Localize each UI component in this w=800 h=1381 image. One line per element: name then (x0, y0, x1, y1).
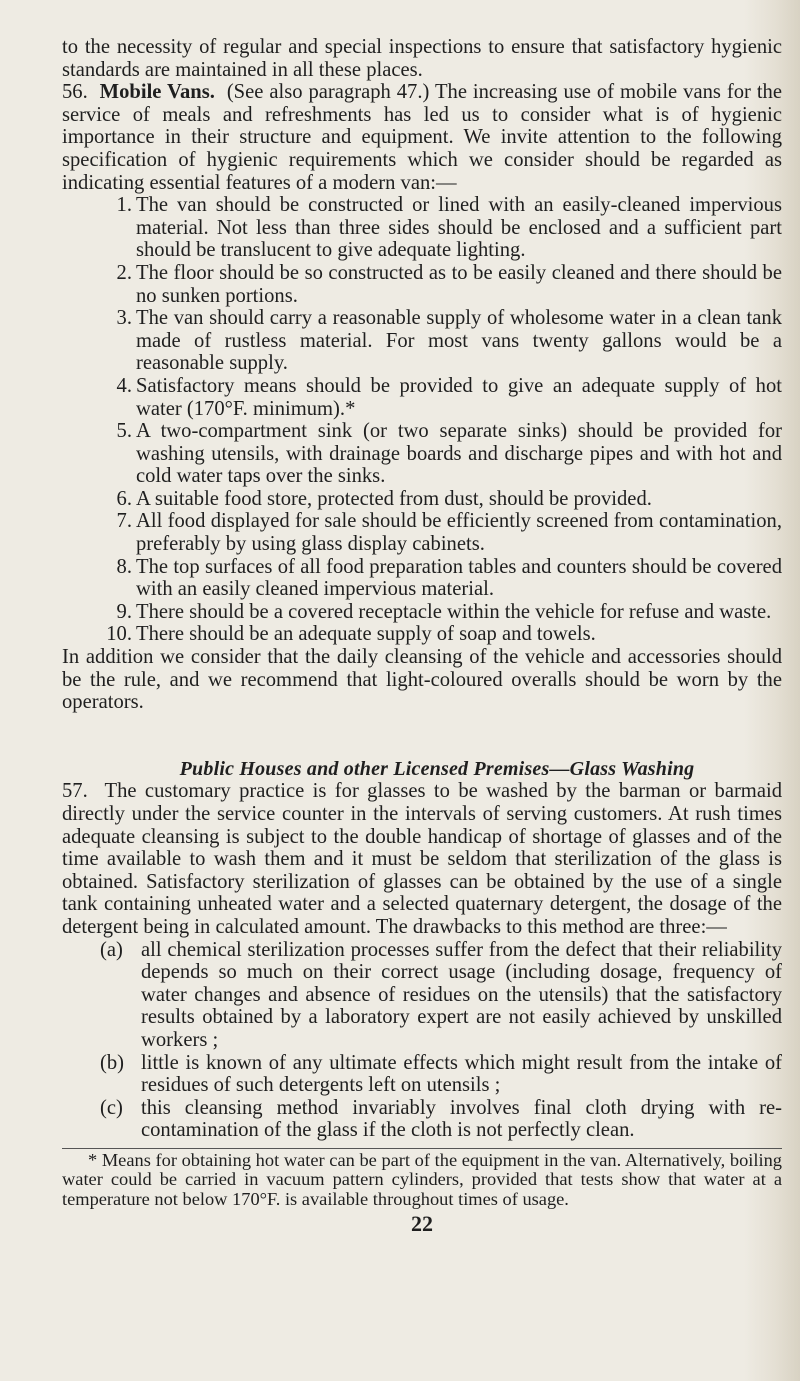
van-requirements-list (62, 194, 782, 646)
section-57-number: 57. (62, 780, 88, 803)
intro-paragraph: to the necessity of regular and special inspections to ensure that satisfactory hygienic standards are maintained in all these places. (62, 36, 782, 81)
list-item (100, 1051, 782, 1097)
list-item (99, 556, 782, 601)
item-letter: (b) (100, 1051, 125, 1074)
item-text: Satisfactory means should be provided to give an adequate supply of hot water (170°F. minimum).* (136, 374, 782, 420)
item-text: The van should carry a reasonable supply of wholesome water in a clean tank made of rustless material. For most vans twenty gallons would be a reasonable supply. (136, 307, 782, 375)
item-text: There should be a covered receptacle within the vehicle for refuse and waste. (136, 600, 772, 623)
footnote (62, 1151, 782, 1210)
list-item (99, 510, 782, 555)
list-item (99, 623, 782, 646)
item-text: All food displayed for sale should be efficiently screened from contamination, preferably by using glass display cabinets. (136, 510, 782, 556)
section-56-number: 56. (62, 81, 88, 104)
item-text: The van should be constructed or lined with an easily-cleaned impervious material. Not less than three sides should be enclosed and a sufficient part should be translucent to give adequate lighting. (136, 194, 782, 262)
item-letter: (c) (100, 1096, 123, 1119)
item-text: all chemical sterilization processes suffer from the defect that their reliability depends so much on their correct usage (including dosage, frequency of water changes and absence of residues on the utensils) that the satisfactory results obtained by a laboratory expert are not easily achieved by unskilled workers ; (141, 938, 782, 1051)
item-number: 10. (106, 623, 132, 646)
item-letter: (a) (100, 938, 123, 961)
list-item (99, 262, 782, 307)
drawbacks-list (62, 939, 782, 1142)
list-item (99, 488, 782, 511)
list-item (99, 601, 782, 624)
item-number: 8. (116, 555, 132, 578)
list-item (99, 307, 782, 375)
footnote-divider (62, 1148, 782, 1149)
item-number: 9. (116, 600, 132, 623)
section-heading: Public Houses and other Licensed Premises—Glass Washing (179, 757, 695, 780)
section-56-body: (See also paragraph 47.) The increasing use of mobile vans for the service of meals and refreshments has led us to consider what is of hygienic importance in their structure and equipment. We invite attention to the following specification of hygienic requirements which we consider should be regarded as indicating essential features of a modern van:— (62, 81, 782, 194)
section-56-paragraph (62, 81, 782, 194)
item-text: little is known of any ultimate effects which might result from the intake of residues of such detergents left on utensils ; (141, 1051, 782, 1097)
section-57-body: The customary practice is for glasses to be washed by the barman or barmaid directly under the service counter in the intervals of serving customers. At rush times adequate cleansing is subject to the double handicap of shortage of glasses and of the time available to wash them and it must be seldom that sterilization of the glass is obtained. Satisfactory sterilization of glasses can be obtained by the use of a single tank containing unheated water and a selected quaternary detergent, the dosage of the detergent being in calculated amount. The drawbacks to this method are three:— (62, 780, 782, 938)
list-item (99, 375, 782, 420)
item-text: The floor should be so constructed as to be easily cleaned and there should be no sunken portions. (136, 261, 782, 307)
list-item (99, 420, 782, 488)
item-number: 3. (116, 307, 132, 330)
list-item (99, 194, 782, 262)
item-text: The top surfaces of all food preparation tables and counters should be covered with an easily cleaned impervious material. (136, 555, 782, 601)
document-body (62, 36, 782, 1236)
item-text: A two-compartment sink (or two separate sinks) should be provided for washing utensils, with drainage boards and discharge pipes and with hot and cold water taps over the sinks. (136, 420, 782, 488)
item-number: 7. (116, 510, 132, 533)
section-56-title: Mobile Vans. (99, 81, 215, 104)
item-number: 4. (116, 374, 132, 397)
item-number: 1. (116, 194, 132, 217)
item-number: 5. (116, 420, 132, 443)
item-text: There should be an adequate supply of soap and towels. (136, 623, 596, 646)
list-item (100, 938, 782, 1052)
footnote-text: * Means for obtaining hot water can be part of the equipment in the van. Alternatively, boiling water could be carried in vacuum pattern cylinders, provided that tests show that water at a temperature not below 170°F. is available throughout times of usage. (62, 1149, 782, 1209)
item-text: this cleansing method invariably involves final cloth drying with re-contamination of the glass if the cloth is not perfectly clean. (141, 1096, 782, 1142)
item-number: 2. (116, 261, 132, 284)
item-text: A suitable food store, protected from dust, should be provided. (136, 487, 652, 510)
item-number: 6. (116, 487, 132, 510)
section-57-paragraph (62, 780, 782, 938)
page-number: 22 (411, 1211, 433, 1237)
section-56-closing: In addition we consider that the daily cleansing of the vehicle and accessories should be the rule, and we recommend that light-coloured overalls should be worn by the operators. (62, 646, 782, 714)
list-item (100, 1096, 782, 1142)
